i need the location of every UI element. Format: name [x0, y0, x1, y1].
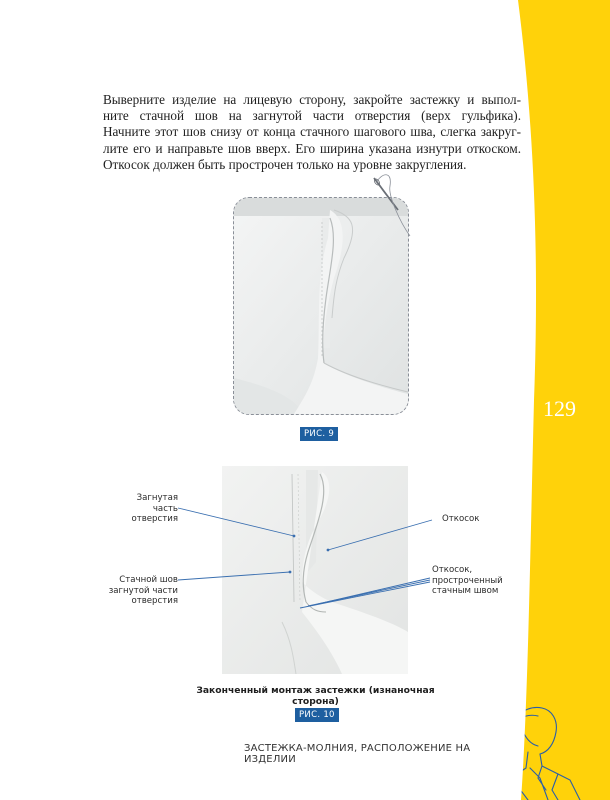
- page-number: 129: [543, 396, 576, 421]
- body-line: лите его и направьте шов вверх. Его ширина указана изнутри откоском.: [103, 140, 521, 156]
- running-footer: ЗАСТЕЖКА-МОЛНИЯ, РАСПОЛОЖЕНИЕ НА ИЗДЕЛИИ: [244, 743, 471, 765]
- annotation-facing-stitched: Откосок, простроченный стачным швом: [432, 565, 503, 596]
- body-line: Начните этот шов снизу от конца стачного шагового шва, слегка закруг-: [103, 124, 521, 140]
- figure-10-caption: Законченный монтаж застежки (изнаночная сторона): [196, 685, 435, 707]
- figure-10-label: РИС. 10: [295, 708, 339, 722]
- figure-9-label: РИС. 9: [300, 427, 338, 441]
- body-line: Выверните изделие на лицевую сторону, закройте застежку и выпол-: [103, 92, 521, 107]
- body-line: Откосок должен быть прострочен только на уровне закругления.: [103, 156, 467, 172]
- annotation-folded-opening: Загнутая часть отверстия: [131, 493, 178, 524]
- annotation-seam-folded-part: Стачной шов загнутой части отверстия: [108, 575, 178, 606]
- annotation-facing: Откосок: [442, 514, 480, 524]
- body-line: ните стачной шов на загнутой части отверстия (верх гульфика).: [103, 108, 521, 124]
